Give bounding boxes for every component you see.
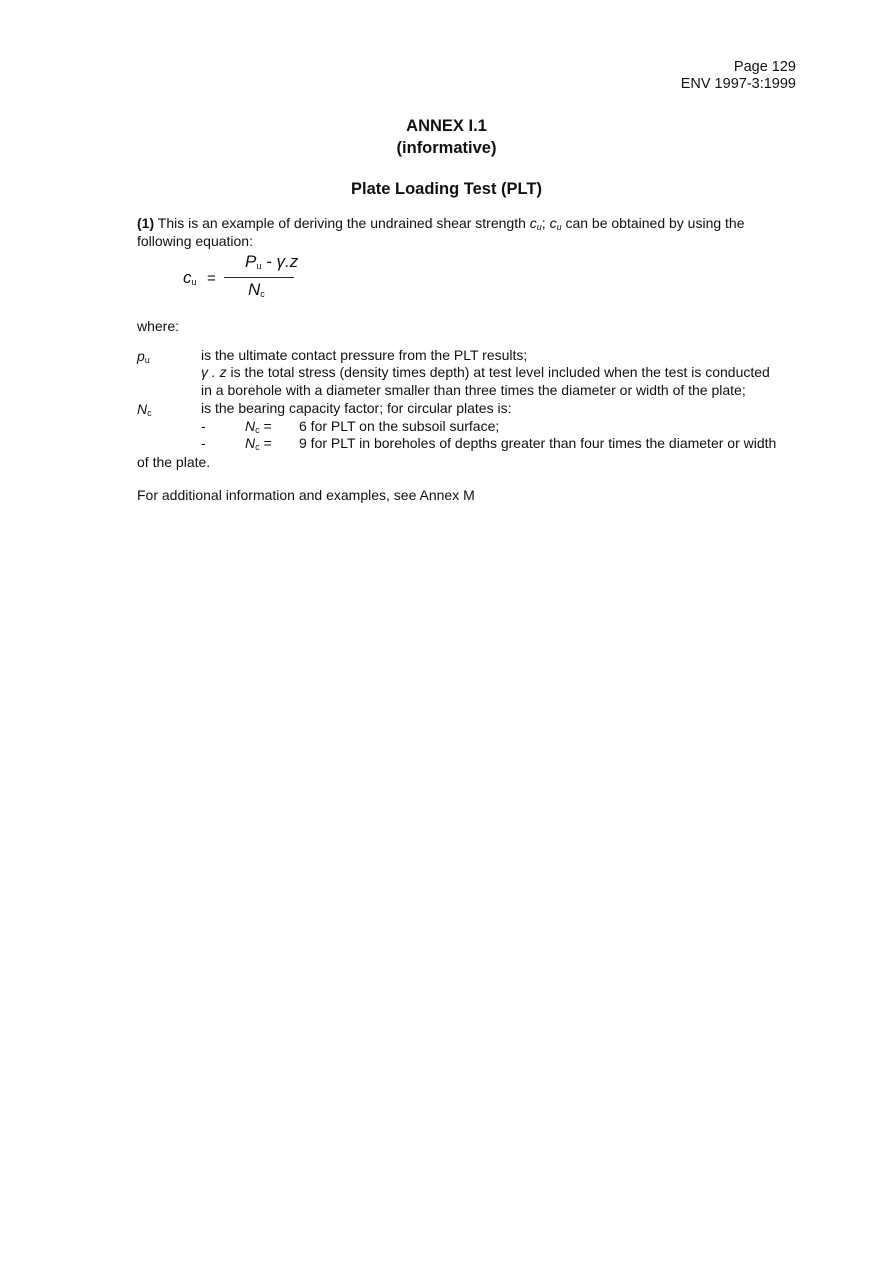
definition-symbol-pu: $p_u$ bbox=[137, 348, 150, 365]
list-item-text: 9 for PLT in boreholes of depths greater than four times the diameter or width bbox=[299, 435, 777, 451]
paragraph-1-line-1 bbox=[137, 215, 745, 232]
section-title: Plate Loading Test (PLT) bbox=[351, 180, 542, 198]
list-item-symbol: $N_c$ = bbox=[245, 435, 272, 452]
list-item-dash: - bbox=[201, 435, 206, 451]
paragraph-number: (1) bbox=[137, 215, 155, 231]
paragraph-text-tail: can be obtained by using the bbox=[561, 215, 745, 231]
additional-info-note: For additional information and examples, see Annex M bbox=[137, 487, 475, 503]
symbol-cu: $c_u$ bbox=[529, 215, 542, 232]
fraction-bar bbox=[224, 277, 294, 278]
equation-equals: = bbox=[207, 270, 216, 287]
list-item-dash: - bbox=[201, 418, 206, 434]
definition-gamma-z-line-2: in a borehole with a diameter smaller than three times the diameter or width of the plate; bbox=[201, 382, 746, 398]
paragraph-text: This is an example of deriving the undrained shear strength bbox=[154, 215, 530, 231]
list-item-symbol: $N_c$ = bbox=[245, 418, 272, 435]
list-item-text: 6 for PLT on the subsoil surface; bbox=[299, 418, 500, 434]
paragraph-1-line-2: following equation: bbox=[137, 233, 253, 249]
standard-reference: ENV 1997-3:1999 bbox=[680, 76, 796, 92]
definition-tail: of the plate. bbox=[137, 454, 211, 470]
page-number: Page 129 bbox=[733, 59, 796, 75]
equation-denominator: $N_c$ bbox=[248, 280, 265, 299]
definition-symbol-nc: $N_c$ bbox=[137, 401, 152, 418]
equation-lhs: $c_u$ bbox=[183, 268, 197, 287]
equation-numerator: $P_u - \gamma.z$ bbox=[245, 252, 299, 271]
where-label: where: bbox=[137, 318, 180, 334]
annex-subtitle: (informative) bbox=[396, 139, 497, 157]
definition-nc: is the bearing capacity factor; for circular plates is: bbox=[201, 400, 512, 416]
separator: ; bbox=[541, 215, 550, 231]
definition-gamma-z: γ . z is the total stress (density times depth) at test level included when the test is conducted bbox=[201, 364, 770, 380]
definition-pu: is the ultimate contact pressure from the PLT results; bbox=[201, 347, 528, 363]
annex-title: ANNEX I.1 bbox=[406, 117, 487, 135]
symbol-cu-2: $c_u$ bbox=[549, 215, 562, 232]
